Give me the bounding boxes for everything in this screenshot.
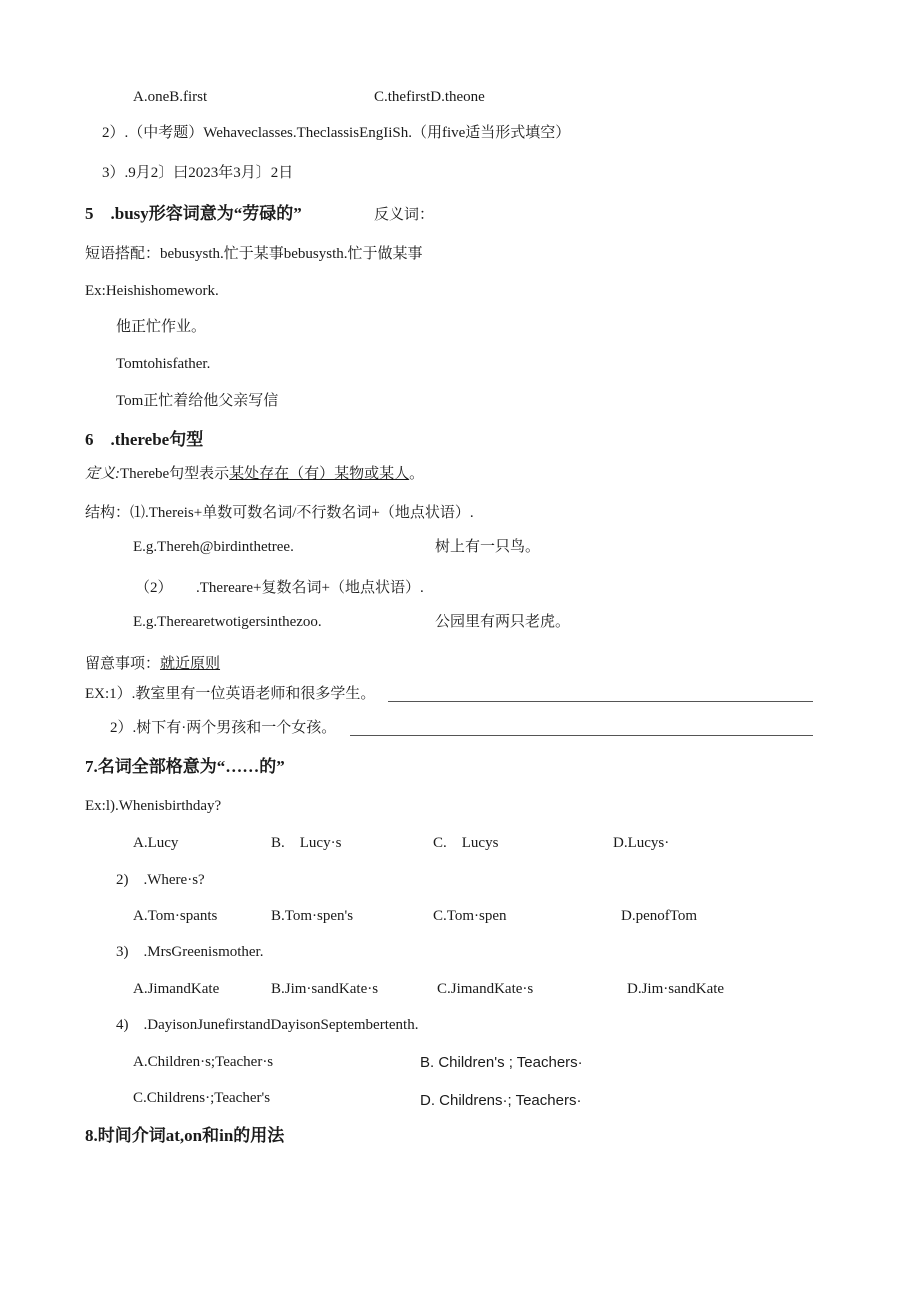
q2-option-b: B.Tom·spen's xyxy=(271,908,354,924)
q2-option-c: C.Tom·spen xyxy=(433,908,507,924)
q3-option-a: A.JimandKate xyxy=(133,981,220,997)
question-4: 4) .DayisonJunefirstandDayisonSeptembertenth. xyxy=(116,1017,419,1033)
structure-1-example: E.g.Thereh@birdinthetree. xyxy=(133,539,294,555)
structure-2-example: E.g.Therearetwotigersinthezoo. xyxy=(133,614,322,630)
structure-1: 结构：⑴.Thereis+单数可数名词/不行数名词+（地点状语）. xyxy=(85,505,474,521)
definition-underlined: 某处存在（有）某物或某人 xyxy=(229,466,410,482)
q4-option-b: B. Children's ; Teachers· xyxy=(420,1054,583,1071)
example-2: Tomtohisfather. xyxy=(116,356,211,372)
q2-option-a: A.Tom·spants xyxy=(133,908,218,924)
structure-2-example-translation: 公园里有两只老虎。 xyxy=(435,614,571,630)
section-8-title: 8.时间介词at,on和in的用法 xyxy=(85,1126,285,1145)
exercise-2-answer-line[interactable] xyxy=(350,735,813,736)
structure-1-example-translation: 树上有一只鸟。 xyxy=(435,539,541,555)
section-5-title: 5 .busy形容词意为“劳碌的” xyxy=(85,204,302,223)
notes-rule: 就近原则 xyxy=(160,656,221,672)
q3-option-d: D.Jim·sandKate xyxy=(627,981,725,997)
q1-option-c: C. Lucys xyxy=(433,835,499,851)
example-2-translation: Tom正忙着给他父亲写信 xyxy=(116,393,279,409)
definition-label: 定义: xyxy=(85,466,120,482)
q4-option-d: D. Childrens·; Teachers· xyxy=(420,1092,582,1109)
option-c-d: C.thefirstD.theone xyxy=(374,89,485,105)
notes-label: 留意事项： xyxy=(85,656,161,672)
q3-option-b: B.Jim·sandKate·s xyxy=(271,981,379,997)
q1-option-a: A.Lucy xyxy=(133,835,179,851)
question-item-2: 2）.（中考题）Wehaveclasses.TheclassisEngIiSh.（用five适当形式填空） xyxy=(102,125,571,141)
exercise-1-answer-line[interactable] xyxy=(388,701,813,702)
section-7-title: 7.名词全部格意为“……的” xyxy=(85,757,285,776)
q4-option-a: A.Children·s;Teacher·s xyxy=(133,1054,274,1070)
section-6-title: 6 .therebe句型 xyxy=(85,430,204,449)
question-3: 3) .MrsGreenismother. xyxy=(116,944,264,960)
example-1-translation: 他正忙作业。 xyxy=(116,319,207,335)
q4-option-c: C.Childrens·;Teacher's xyxy=(133,1090,271,1106)
question-2: 2) .Where·s? xyxy=(116,872,205,888)
q3-option-c: C.JimandKate·s xyxy=(437,981,534,997)
phrase-collocation: 短语搭配：bebusysth.忙于某事bebusysth.忙于做某事 xyxy=(85,246,423,262)
structure-2: .Thereare+复数名词+（地点状语）. xyxy=(196,580,424,596)
exercise-2: 2）.树下有·两个男孩和一个女孩。 xyxy=(110,720,337,736)
example-1: Ex:Heishishomework. xyxy=(85,283,219,299)
definition-end: 。 xyxy=(409,466,425,482)
question-item-3: 3）.9月2〕曰2023年3月〕2日 xyxy=(102,165,294,181)
q2-option-d: D.penofTom xyxy=(621,908,698,924)
q1-option-d: D.Lucys· xyxy=(613,835,670,851)
q1-option-b: B. Lucy·s xyxy=(271,835,342,851)
definition xyxy=(85,464,424,484)
question-1: Ex:l).Whenisbirthday? xyxy=(85,798,222,814)
structure-2-number: （2） xyxy=(135,580,173,596)
antonym-label: 反义词： xyxy=(374,207,435,223)
option-a-b: A.oneB.first xyxy=(133,89,208,105)
definition-text: Therebe句型表示 xyxy=(120,466,230,482)
notes xyxy=(85,654,220,674)
exercise-1: EX:1）.教室里有一位英语老师和很多学生。 xyxy=(85,686,376,702)
